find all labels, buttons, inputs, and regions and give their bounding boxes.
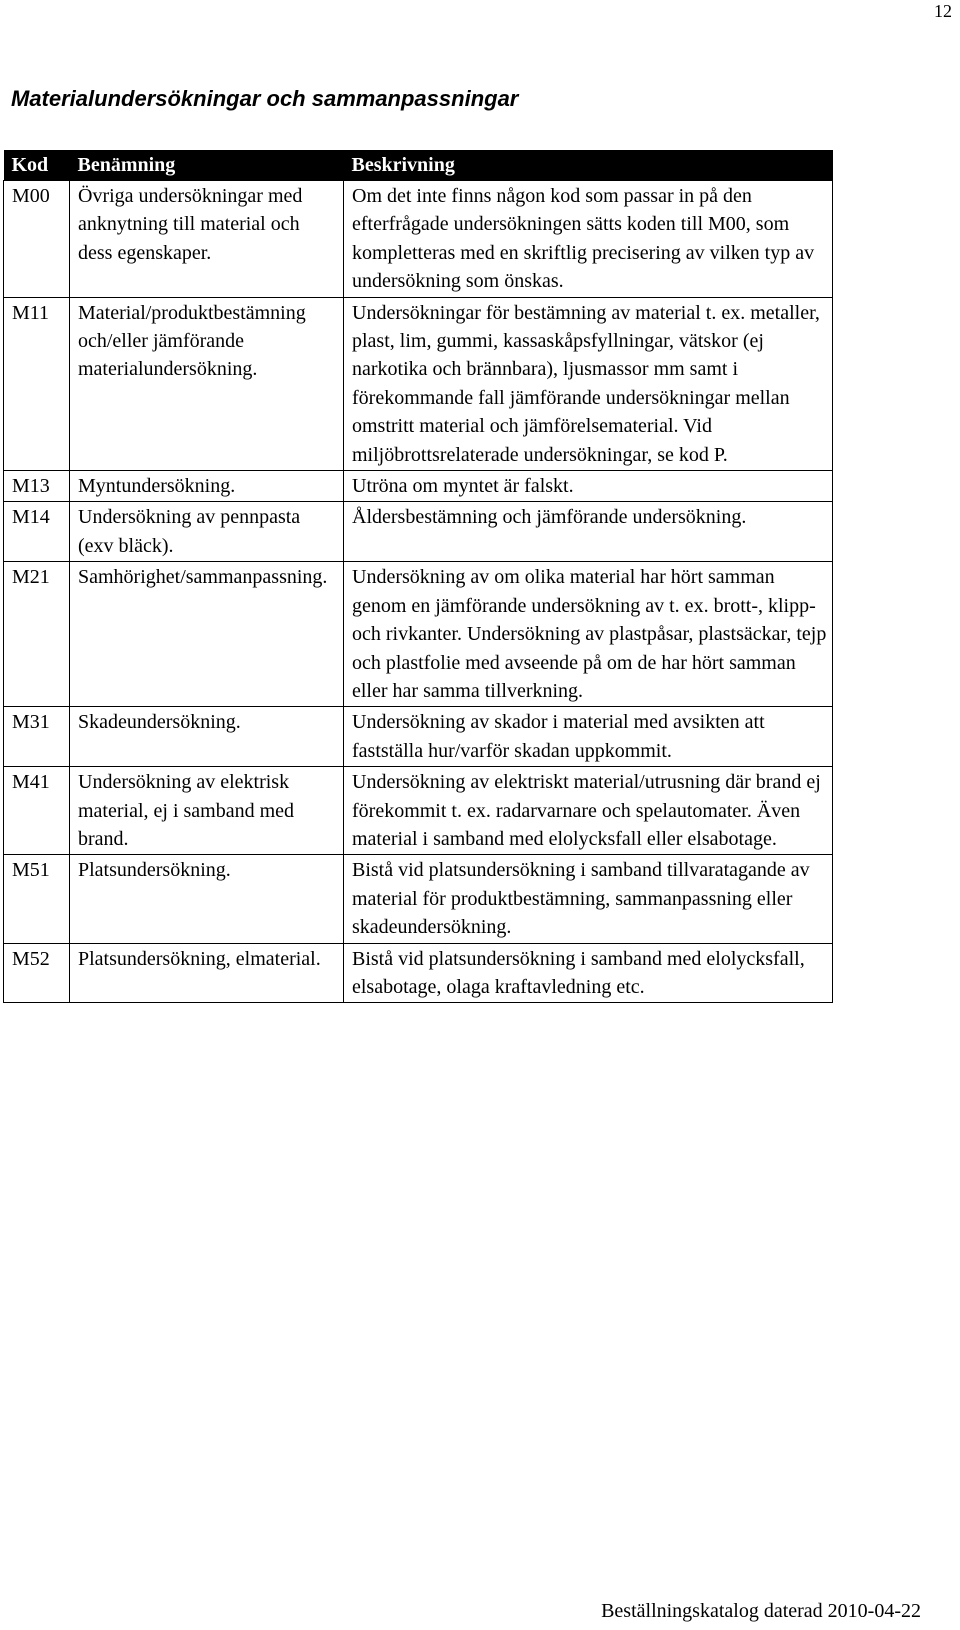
cell-kod: M51 <box>4 855 70 943</box>
cell-beskrivning: Undersökning av om olika material har hört samman genom en jämförande undersökning av t. ex. brott-, klipp- och rivkanter. Undersökning av plastpåsar, plastsäckar, tejp och plastfolie med avseende på om de har hört samman eller har samma tillverkning. <box>344 562 833 707</box>
table-row <box>4 855 833 943</box>
header-kod: Kod <box>4 150 70 181</box>
cell-beskrivning: Undersökning av elektriskt material/utrusning där brand ej förekommit t. ex. radarvarnare och spelautomater. Även material i samband med elolycksfall eller elsabotage. <box>344 767 833 855</box>
cell-benamning: Skadeundersökning. <box>70 707 344 767</box>
cell-kod: M41 <box>4 767 70 855</box>
table-row <box>4 707 833 767</box>
cell-beskrivning: Åldersbestämning och jämförande undersökning. <box>344 502 833 562</box>
document-footer: Beställningskatalog daterad 2010-04-22 <box>601 1600 921 1622</box>
cell-beskrivning: Bistå vid platsundersökning i samband med elolycksfall, elsabotage, olaga kraftavledning etc. <box>344 943 833 1003</box>
page-number: 12 <box>934 1 952 21</box>
cell-kod: M13 <box>4 471 70 502</box>
header-beskrivning: Beskrivning <box>344 150 833 181</box>
cell-kod: M14 <box>4 502 70 562</box>
table-row <box>4 562 833 707</box>
table-body <box>4 181 833 1003</box>
cell-benamning: Material/produktbestämning och/eller jämförande materialundersökning. <box>70 297 344 470</box>
table-row <box>4 502 833 562</box>
cell-kod: M31 <box>4 707 70 767</box>
cell-beskrivning: Om det inte finns någon kod som passar in på den efterfrågade undersökningen sätts koden till M00, som kompletteras med en skriftlig precisering av vilken typ av undersökning som önskas. <box>344 181 833 298</box>
cell-kod: M21 <box>4 562 70 707</box>
header-benamning: Benämning <box>70 150 344 181</box>
header-row <box>4 150 833 181</box>
cell-benamning: Övriga undersökningar med anknytning till material och dess egenskaper. <box>70 181 344 298</box>
table-row <box>4 943 833 1003</box>
cell-kod: M52 <box>4 943 70 1003</box>
table-row <box>4 471 833 502</box>
code-table <box>3 150 833 1003</box>
cell-benamning: Undersökning av pennpasta (exv bläck). <box>70 502 344 562</box>
table-row <box>4 181 833 298</box>
cell-beskrivning: Bistå vid platsundersökning i samband tillvaratagande av material för produktbestämning, sammanpassning eller skadeundersökning. <box>344 855 833 943</box>
table-row <box>4 297 833 470</box>
cell-benamning: Platsundersökning. <box>70 855 344 943</box>
section-title: Materialundersökningar och sammanpassningar <box>11 86 519 111</box>
cell-kod: M00 <box>4 181 70 298</box>
cell-benamning: Samhörighet/sammanpassning. <box>70 562 344 707</box>
cell-kod: M11 <box>4 297 70 470</box>
table-row <box>4 767 833 855</box>
cell-benamning: Myntundersökning. <box>70 471 344 502</box>
cell-beskrivning: Undersökning av skador i material med avsikten att fastställa hur/varför skadan uppkommit. <box>344 707 833 767</box>
table-header <box>4 150 833 181</box>
cell-beskrivning: Undersökningar för bestämning av material t. ex. metaller, plast, lim, gummi, kassaskåpsfyllningar, vätskor (ej narkotika och brännbara), ljusmassor mm samt i förekommande fall jämförande undersökningar mellan omstritt material och jämförelsematerial. Vid miljöbrottsrelaterade undersökningar, se kod P. <box>344 297 833 470</box>
cell-benamning: Platsundersökning, elmaterial. <box>70 943 344 1003</box>
cell-beskrivning: Utröna om myntet är falskt. <box>344 471 833 502</box>
cell-benamning: Undersökning av elektrisk material, ej i samband med brand. <box>70 767 344 855</box>
